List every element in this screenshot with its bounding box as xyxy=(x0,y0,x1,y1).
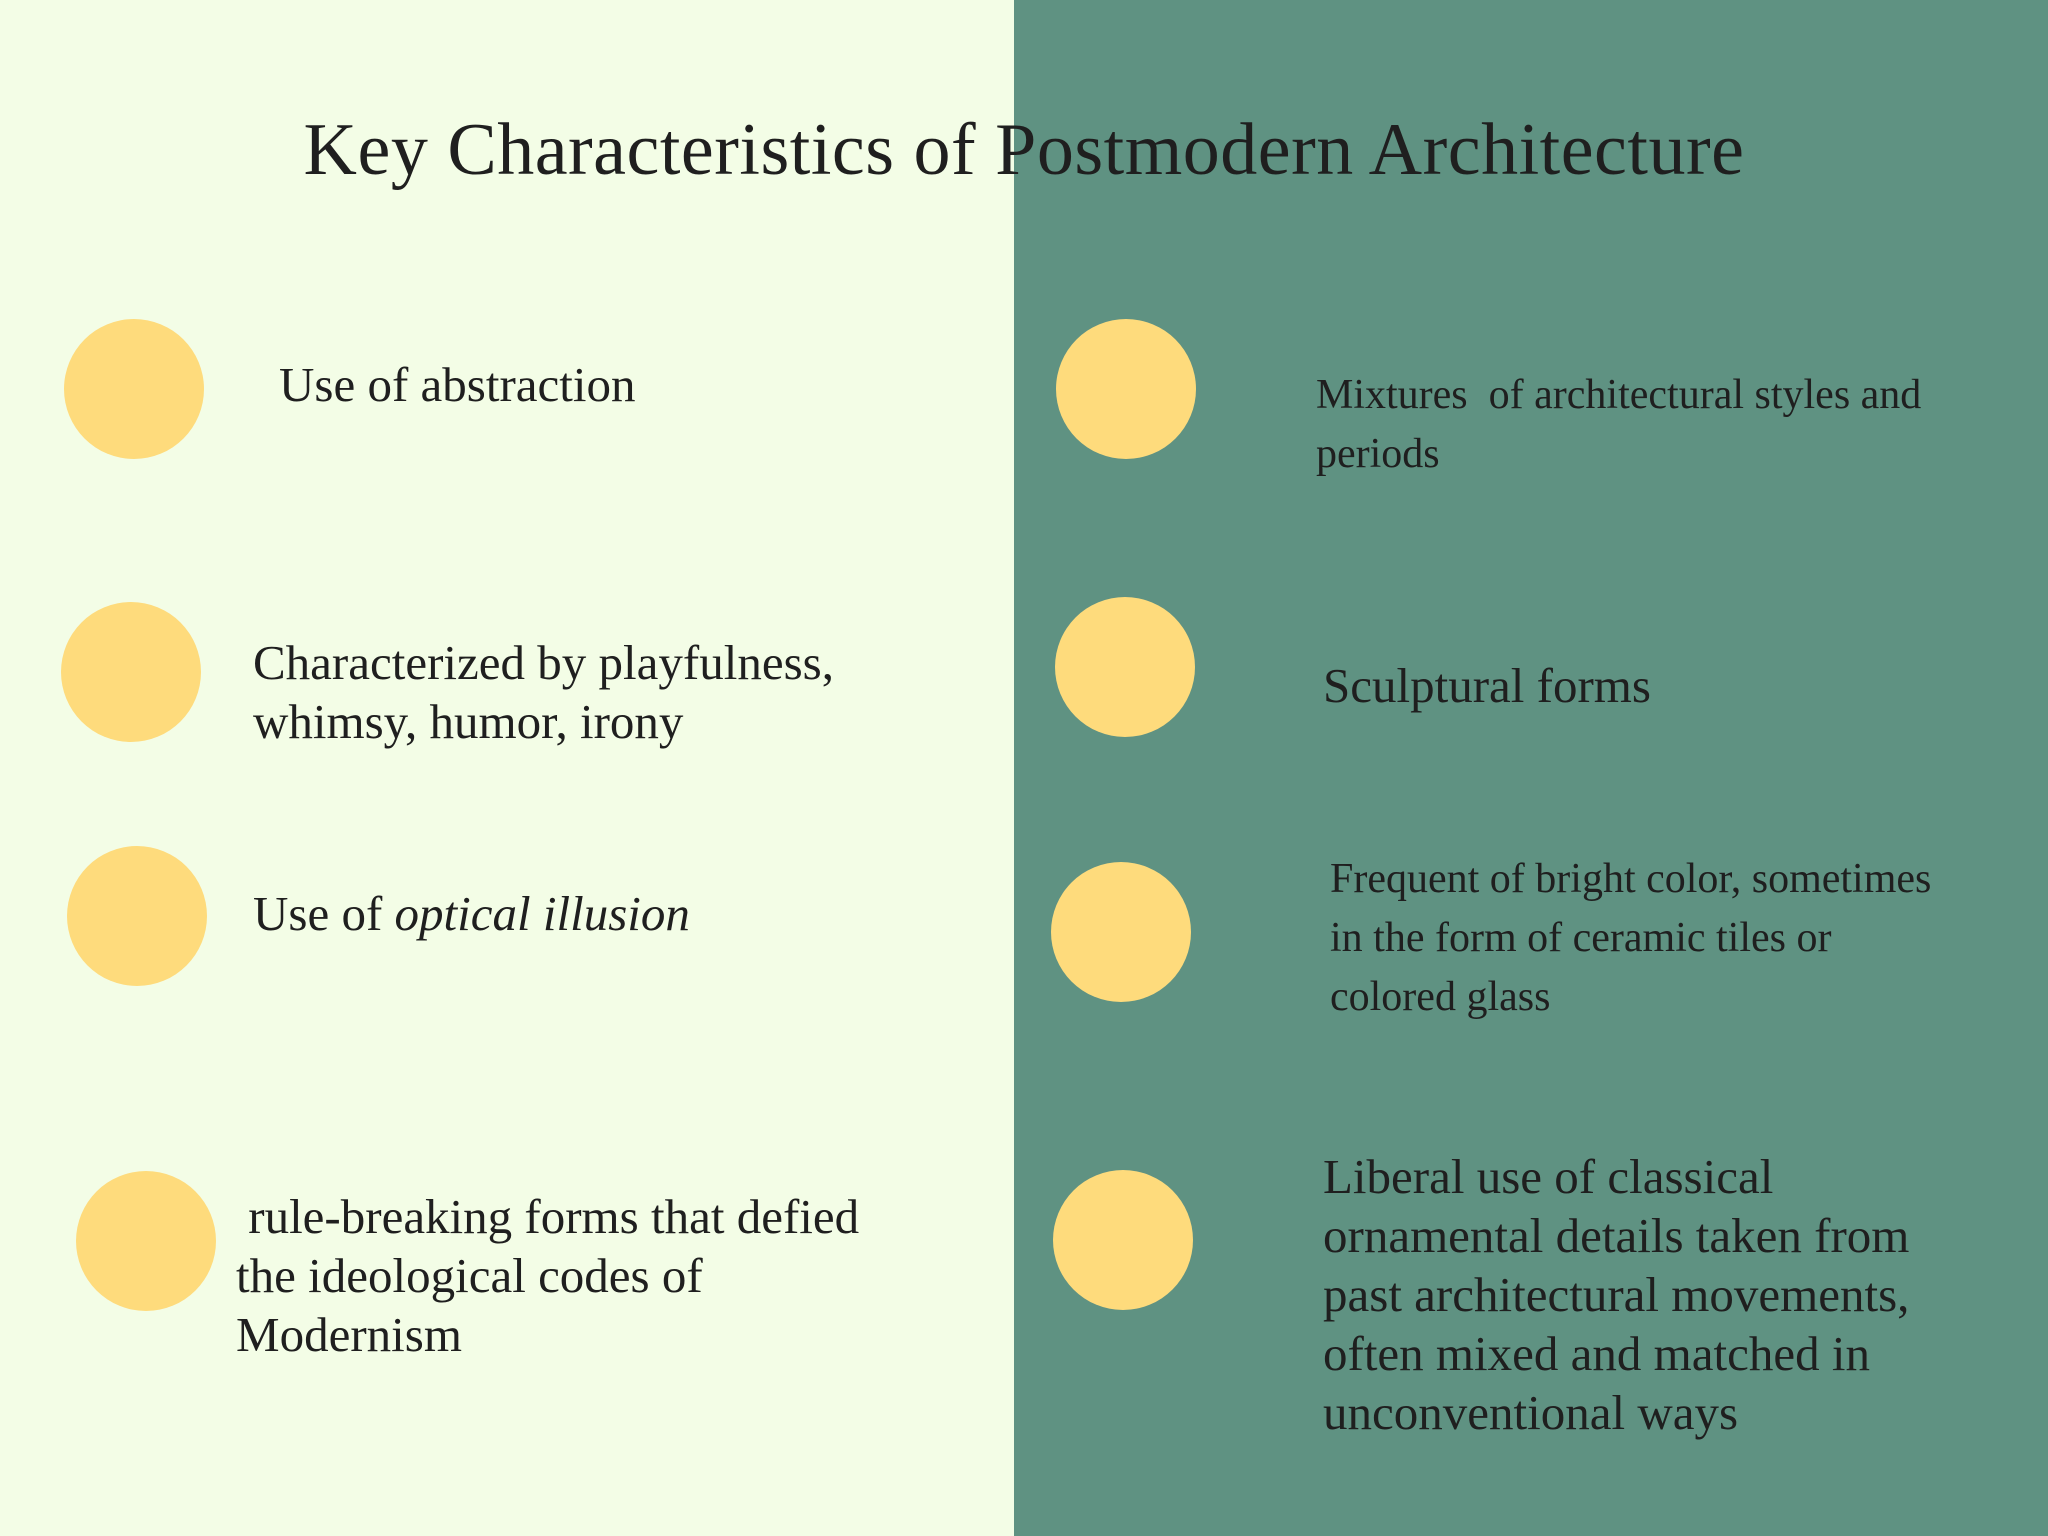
item-playfulness xyxy=(253,633,834,751)
item-sculptural-forms xyxy=(1323,656,1651,715)
item-use-of-abstraction xyxy=(279,355,636,414)
item-line: Mixtures of architectural styles and xyxy=(1316,372,1922,418)
item-line: Liberal use of classical xyxy=(1323,1149,1774,1204)
item-line: the ideological codes of xyxy=(236,1248,703,1303)
bullet-dot-8 xyxy=(1053,1170,1193,1310)
item-line: rule-breaking forms that defied xyxy=(236,1189,860,1244)
item-line: whimsy, humor, irony xyxy=(253,694,684,749)
item-text-prefix: Use of xyxy=(253,886,395,941)
bullet-dot-5 xyxy=(1056,319,1196,459)
page-title: Key Characteristics of Postmodern Architecture xyxy=(303,109,1745,191)
item-line: unconventional ways xyxy=(1323,1385,1739,1440)
bullet-dot-3 xyxy=(67,846,207,986)
bullet-dot-4 xyxy=(76,1171,216,1311)
item-line: Characterized by playfulness, xyxy=(253,635,834,690)
item-line: in the form of ceramic tiles or xyxy=(1330,915,1832,961)
item-line: periods xyxy=(1316,431,1440,477)
item-bright-color xyxy=(1330,850,1931,1027)
item-line: ornamental details taken from xyxy=(1323,1208,1910,1263)
bullet-dot-1 xyxy=(64,319,204,459)
item-line: Modernism xyxy=(236,1307,462,1362)
item-text-emphasis: optical illusion xyxy=(394,886,690,941)
item-line: colored glass xyxy=(1330,974,1551,1020)
item-line: past architectural movements, xyxy=(1323,1267,1910,1322)
bullet-dot-7 xyxy=(1051,862,1191,1002)
bullet-dot-2 xyxy=(61,602,201,742)
item-rule-breaking xyxy=(236,1187,859,1364)
item-mixtures-of-styles xyxy=(1316,366,1921,484)
item-line: often mixed and matched in xyxy=(1323,1326,1870,1381)
bullet-dot-6 xyxy=(1055,597,1195,737)
item-optical-illusion xyxy=(253,884,690,943)
item-line: Frequent of bright color, sometimes xyxy=(1330,856,1932,902)
item-text: Sculptural forms xyxy=(1323,658,1651,713)
item-text: Use of abstraction xyxy=(279,357,636,412)
item-classical-ornament xyxy=(1323,1147,1909,1442)
